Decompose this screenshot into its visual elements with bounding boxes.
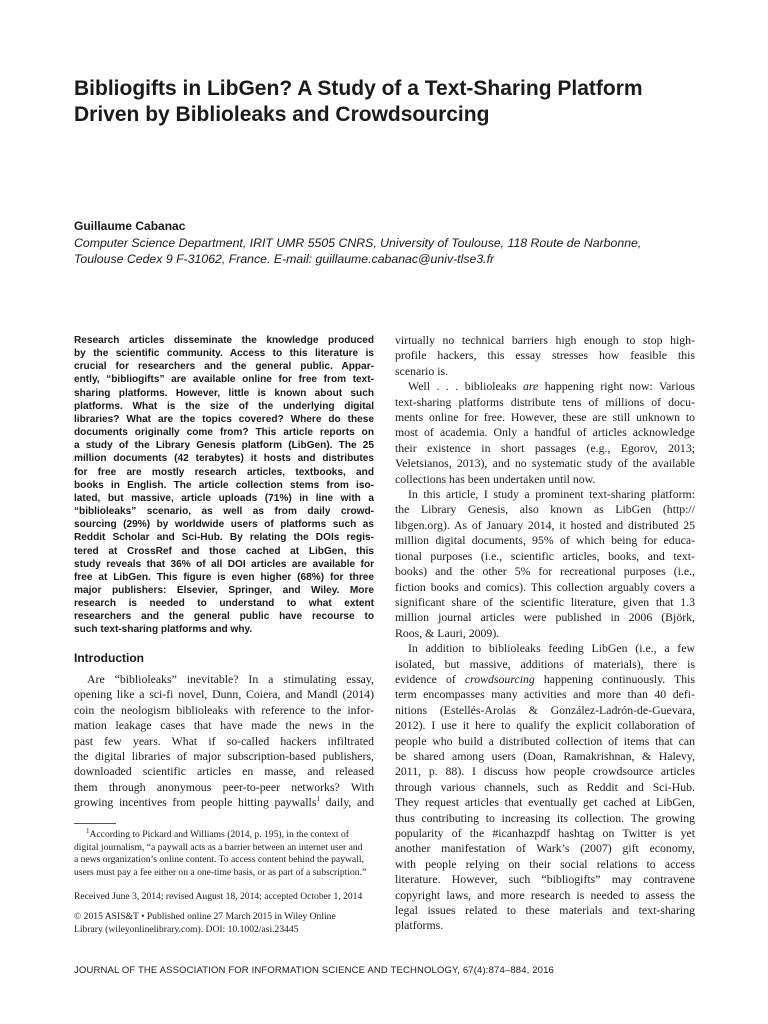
abstract-line: documents originally come from? This article reports on xyxy=(74,427,374,439)
body-line: Are “biblioleaks” inevitable? In a stimulating essay, xyxy=(87,672,374,686)
abstract-line: sourcing (29%) by worldwide users of platforms such as xyxy=(74,519,374,531)
body-line: significant share of the scientific literature, given that 1.3 xyxy=(395,594,695,609)
body-line: mation leakage cases that have made the news in the xyxy=(74,718,374,733)
abstract-line: free at LibGen. This figure is even higher (68%) for three xyxy=(74,571,374,583)
affiliation-line: Computer Science Department, IRIT UMR 5505 CNRS, University of Toulouse, 118 Route de Narbonne, xyxy=(74,236,642,250)
body-line: 2012). I use it here to qualify the explicit collaboration of xyxy=(395,718,695,733)
footnote-line: a news organization’s online content. To access content behind the paywall, xyxy=(74,854,364,866)
abstract-line: researchers and the general public have recourse to xyxy=(74,611,374,623)
body-line: through various channels, such as Reddit and Sci-Hub. xyxy=(395,779,695,794)
body-line: term encompasses many activities and more than 40 defi- xyxy=(395,687,695,702)
footnote-line: $^1$According to Pickard and Williams (2014, p. 195), in the context of xyxy=(86,826,349,840)
abstract-line: major publishers: Elsevier, Springer, and Wiley. More xyxy=(74,584,374,596)
body-line: the digital libraries of major subscription-based publishers, xyxy=(74,749,374,764)
footnote-line: digital journalism, “a paywall acts as a barrier between an internet user and xyxy=(74,841,363,853)
author-affiliation xyxy=(74,235,714,267)
abstract-line: ently, “bibliogifts” are available online for free from text- xyxy=(74,374,374,386)
body-line: Roos, & Lauri, 2009). xyxy=(395,625,500,640)
body-line: books) and the other 5% for recreational purposes (i.e., xyxy=(395,564,695,579)
abstract-line: “biblioleaks” scenario, as well as from daily crowd- xyxy=(74,506,374,518)
body-line: In this article, I study a prominent text-sharing platform: xyxy=(408,487,695,502)
body-line: million digital documents, 95% of which being for educa- xyxy=(395,533,695,548)
emphasis: crowdsourcing xyxy=(464,671,535,686)
abstract-line: such text-sharing platforms and why. xyxy=(74,624,253,636)
body-line: virtually no technical barriers high enough to stop high- xyxy=(395,333,695,347)
body-line: platforms. xyxy=(395,918,444,933)
emphasis: are xyxy=(522,379,539,394)
abstract-line: lated, but massive, article uploads (71%) in line with a xyxy=(74,492,374,504)
footnote xyxy=(74,826,374,879)
body-line: copyright laws, and more research is needed to assess the xyxy=(395,887,695,902)
body-line: their existence in short passages (e.g., Egorov, 2013; xyxy=(395,440,695,455)
title-line: Driven by Biblioleaks and Crowdsourcing xyxy=(74,103,490,126)
abstract-line: books in English. The article collection stems from iso- xyxy=(74,479,374,491)
copyright-line: Library (wileyonlinelibrary.com). DOI: 10.1002/asi.23445 xyxy=(74,923,299,935)
body-line: In addition to biblioleaks feeding LibGen (i.e., a few xyxy=(408,641,695,656)
body-line: tional purposes (i.e., scientific articles, books, and text- xyxy=(395,548,695,563)
abstract xyxy=(74,334,374,637)
footnote-mark: 1 xyxy=(86,826,90,835)
paper-title xyxy=(74,76,714,128)
body-line: past few years. What if so-called hackers infiltrated xyxy=(74,733,374,748)
body-line: coin the neologism biblioleaks with reference to the infor- xyxy=(74,702,374,717)
received-dates xyxy=(74,891,374,904)
body-line: collections has been undertaken until now. xyxy=(395,471,596,486)
body-line: opening like a sci-fi novel, Dunn, Coiera, and Mandl (2014) xyxy=(74,687,374,702)
footnote-line: users must pay a fee either on a one-time basis, or as part of a subscription.” xyxy=(74,866,367,878)
body-line: fiction books and comics). This collection arguably covers a xyxy=(395,579,695,594)
body-line: nitions (Estellés-Arolas & González-Ladrón-de-Guevara, xyxy=(395,702,695,717)
copyright-notice xyxy=(74,911,374,936)
body-line: be shared among users (Doan, Ramakrishnan, & Halevy, xyxy=(395,748,695,763)
body-line: 2011, p. 88). I discuss how people crowdsource articles xyxy=(395,764,695,779)
footnote-divider xyxy=(74,823,116,824)
body-line: growing incentives from people hitting paywalls$^1$ daily, and xyxy=(74,795,375,810)
abstract-line: million documents (42 terabytes) it hosts and distributes xyxy=(74,453,374,465)
body-line: another manifestation of Wark’s (2007) gift economy, xyxy=(395,841,695,856)
body-line: thus contributing to increasing its collection. The growing xyxy=(395,810,695,825)
affiliation-line: Toulouse Cedex 9 F-31062, France. E-mail: guillaume.cabanac@univ-tlse3.fr xyxy=(74,252,495,266)
body-line: most of academia. Only a handful of articles acknowledge xyxy=(395,425,695,440)
author-name: Guillaume Cabanac xyxy=(74,219,186,233)
abstract-line: for free are mostly research articles, textbooks, and xyxy=(74,466,374,478)
copyright-line: © 2015 ASIS&T • Published online 27 March 2015 in Wiley Online xyxy=(74,911,336,922)
body-line: Well . . . biblioleaks are happening right now: Various xyxy=(408,379,696,394)
body-line: scenario is. xyxy=(395,363,449,378)
body-line: evidence of crowdsourcing happening continuously. This xyxy=(395,671,695,686)
body-line: profile hackers, this essay stresses how feasible this xyxy=(395,348,695,363)
body-line: They request articles that eventually get cached at LibGen, xyxy=(395,795,695,810)
abstract-line: a study of the Library Genesis platform (LibGen). The 25 xyxy=(74,440,374,452)
abstract-line: crucial for researchers and the general public. Appar- xyxy=(74,361,374,373)
body-line: Veletsianos, 2013), and no systematic study of the available xyxy=(395,456,695,471)
body-line: ments online for free. However, these are still unknown to xyxy=(395,410,695,425)
body-line: downloaded scientific articles en masse, and released xyxy=(74,764,374,779)
abstract-line: platforms. What is the size of the underlying digital xyxy=(74,400,374,412)
abstract-line: Research articles disseminate the knowledge produced xyxy=(74,335,374,346)
body-line: million journal articles were published in 2006 (Björk, xyxy=(395,610,695,625)
abstract-line: by the scientific community. Access to this literature is xyxy=(74,348,374,360)
title-line: Bibliogifts in LibGen? A Study of a Text-Sharing Platform xyxy=(74,77,643,100)
abstract-line: libraries? What are the topics covered? Where do these xyxy=(74,413,374,425)
body-line: libgen.org). As of January 2014, it hosted and distributed 25 xyxy=(395,517,695,532)
abstract-line: study reveals that 36% of all DOI articles are available for xyxy=(74,558,374,570)
abstract-line: Reddit Scholar and Sci-Hub. By relating the DOIs regis- xyxy=(74,532,374,544)
body-line: legal issues related to these materials and text-sharing xyxy=(395,903,695,918)
section-heading-introduction: Introduction xyxy=(74,651,144,665)
body-line-tail: daily, and xyxy=(319,795,375,810)
abstract-line: research is needed to understand to what extent xyxy=(74,598,374,610)
body-line: text-sharing platforms distribute tens of millions of docu- xyxy=(395,394,695,409)
received-text: Received June 3, 2014; revised August 18, 2014; accepted October 1, 2014 xyxy=(74,891,363,902)
introduction-left-column xyxy=(74,672,374,811)
journal-footer: JOURNAL OF THE ASSOCIATION FOR INFORMATION SCIENCE AND TECHNOLOGY, 67(4):874–884, 2016 xyxy=(74,965,554,976)
body-line: with people relying on their social relations to access xyxy=(395,856,695,871)
body-line: people who build a distributed collection of items that can xyxy=(395,733,695,748)
body-line: the Library Genesis, also known as LibGen (http:// xyxy=(395,502,695,517)
abstract-line: tered at CrossRef and those cached at LibGen, this xyxy=(74,545,374,557)
body-line: literature. However, such “bibliogifts” may contravene xyxy=(395,872,695,887)
introduction-right-column xyxy=(395,333,695,934)
abstract-line: sharing platforms. However, little is known about such xyxy=(74,387,374,399)
body-line: isolated, but massive, additions of materials), there is xyxy=(395,656,695,671)
footnote-mark: 1 xyxy=(316,795,320,804)
body-line: them through anonymous peer-to-peer networks? With xyxy=(74,779,374,794)
body-line: popularity of the #icanhazpdf hashtag on Twitter is yet xyxy=(395,826,695,840)
